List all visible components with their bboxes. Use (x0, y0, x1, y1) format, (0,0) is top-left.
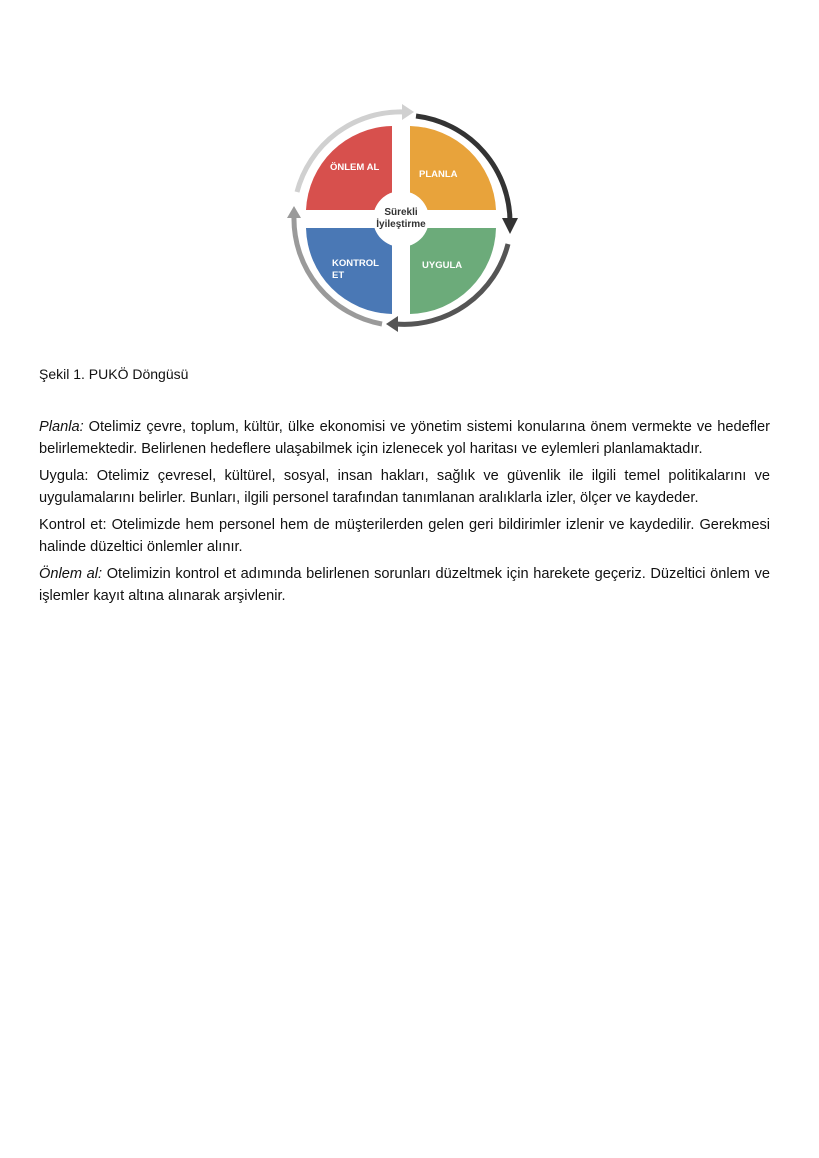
label-onlem-al: ÖNLEM AL (330, 162, 380, 173)
paragraph-kontrol-et-text: Kontrol et: Otelimizde hem personel hem de müşterilerden gelen geri bildirimler izlenir ve kaydedilir. Gerekmesi halinde düzeltici önlemler alınır. (39, 517, 770, 555)
paragraph-planla (39, 416, 770, 460)
arrow-head-left (287, 206, 301, 218)
paragraph-onlem-al (39, 563, 770, 607)
quadrant-planla (410, 126, 496, 210)
arrow-head-bottom (386, 316, 398, 332)
puko-cycle-diagram (284, 104, 524, 336)
paragraph-planla-lead: Planla: (39, 419, 84, 435)
arrow-head-right (502, 218, 518, 234)
quadrant-uygula (410, 228, 496, 314)
body-text (39, 416, 770, 612)
paragraph-uygula (39, 465, 770, 509)
quadrant-kontrol-et (306, 228, 392, 314)
paragraph-planla-text: Otelimiz çevre, toplum, kültür, ülke ekonomisi ve yönetim sistemi konularına önem vermekte ve hedefler belirlemektedir. Belirlenen hedeflere ulaşabilmek için izlenecek yol haritası ve eylemleri planlamaktadır. (39, 419, 770, 457)
label-et: ET (332, 270, 345, 281)
paragraph-onlem-al-text: Otelimizin kontrol et adımında belirlenen sorunları düzeltmek için harekete geçeriz. Düzeltici önlem ve işlemler kayıt altına alınarak arşivlenir. (39, 566, 770, 604)
label-uygula: UYGULA (422, 260, 463, 271)
figure-caption: Şekil 1. PUKÖ Döngüsü (39, 366, 189, 382)
paragraph-kontrol-et (39, 514, 770, 558)
center-label-line1: Sürekli (384, 207, 418, 218)
label-kontrol: KONTROL (332, 258, 379, 269)
paragraph-uygula-text: Uygula: Otelimiz çevresel, kültürel, sosyal, insan hakları, sağlık ve güvenlik ile ilgili temel politikalarını ve uygulamalarını belirler. Bunları, ilgili personel tarafından tanımlanan aralıklarla izler, ölçer ve kaydeder. (39, 468, 770, 506)
arrow-head-top (402, 104, 414, 120)
paragraph-onlem-al-lead: Önlem al: (39, 566, 103, 582)
center-label-line2: İyileştirme (376, 219, 426, 230)
label-planla: PLANLA (419, 169, 458, 180)
